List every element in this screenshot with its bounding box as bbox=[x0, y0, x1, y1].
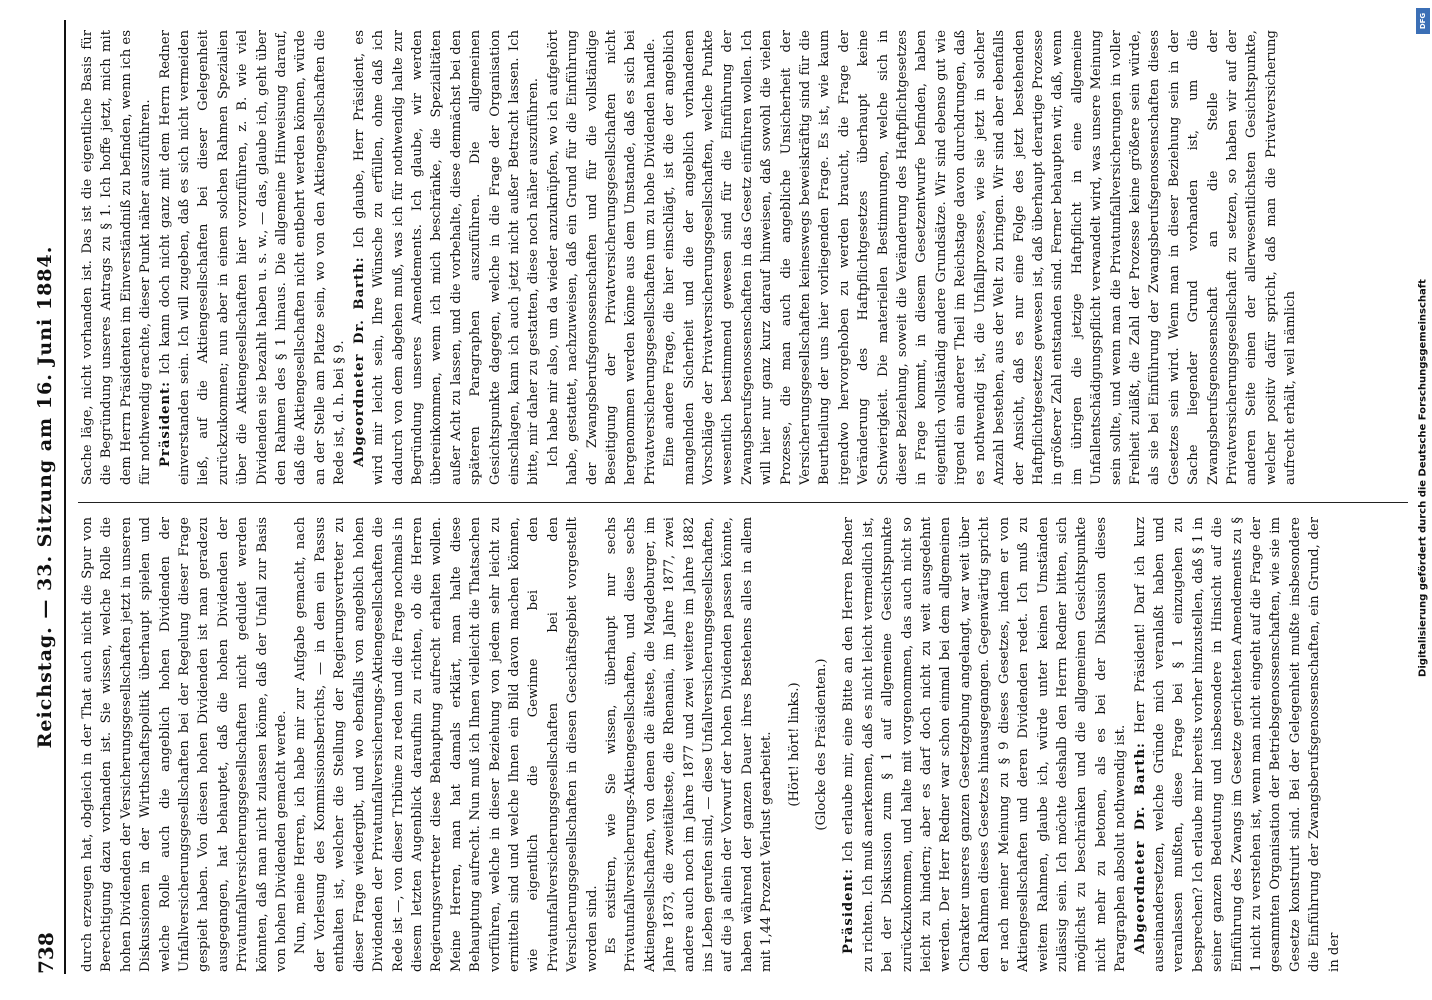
stage-direction: (Glocke des Präsidenten.) bbox=[814, 658, 830, 831]
column-divider bbox=[78, 502, 1408, 503]
speech-paragraph bbox=[1131, 517, 1344, 972]
digitization-credit bbox=[1416, 8, 1430, 992]
dfg-logo-icon: DFG bbox=[1416, 8, 1430, 34]
speech-paragraph bbox=[156, 30, 350, 485]
credit-text: Digitalisierung gefördert durch die Deutsche Forschungsgemeinschaft bbox=[1417, 279, 1429, 677]
paragraph: Sache läge, nicht vorhanden ist. Das ist die eigentliche Basis für die Begründung unseres Antrags zu § 1. Ich hoffe jetzt, mich mit dem Herrn Präsidenten im Einverständniß zu befinden, wenn ich es für nothwendig erachte, dieser Punkt näher auszuführen. bbox=[80, 30, 154, 485]
speaker-name: Präsident: bbox=[841, 867, 857, 954]
speech-text: Ich erlaube mir, eine Bitte an den Herren Redner zu richten. Ich muß anerkennen, daß es nicht leicht vermeidlich ist, bei der Diskussion zum § 1 auf allgemeine Gesichtspunkte zurückzukommen, und halte mit vorgenommen, das auch nicht so leicht zu hindern; aber es darf doch nicht zu weit ausgedehnt werden. Der Herr Redner war schon einmal bei dem allgemeinen Charakter unseres ganzen Gesetzgebung angelangt, war weit über den Rahmen dieses Gesetzes hinausgegangen. Gegenwärtig spricht er nach meiner Meinung zu § 9 dieses Gesetzes, indem er von Aktiengesellschaften und deren Dividenden redet. Ich muß zu weitem Rahmen, glaube ich, würde unter keinen Umständen zulässig sein. Ich möchte deshalb den Herrn Redner bitten, sich möglichst zu beschränken und die allgemeinen Gesichtspunkte nicht mehr zu betonen, als es bei der Diskussion dieses Paragraphen absolut nothwendig ist. bbox=[841, 517, 1129, 972]
speech-paragraph bbox=[350, 30, 544, 485]
left-column bbox=[78, 517, 1408, 972]
speech-text: Ich kann doch nicht ganz mit dem Herrn Redner einverstanden sein. Ich will zugeben, daß es sich nicht vermeiden ließ, auf die Aktiengesellschaften bei dieser Gelegenheit zurückzukommen; nun aber in einem solchen Rahmen Spezialien über die Aktiengesellschaften hier vorzuführen, z. B. wie viel Dividenden sie bezahlt haben u. s. w., — das, glaube ich, geht über den Rahmen des § 1 hinaus. Die allgemeine Hinweisung darauf, daß die Aktiengesellschaften nicht entbehrt werden können, würde an der Stelle am Platze sein, wo von den Aktiengesellschaften die Rede ist, d. h. bei § 9. bbox=[157, 30, 348, 485]
speech-text: Ich glaube, Herr Präsident, es wird mir leicht sein, Ihre Wünsche zu erfüllen, ohne daß ich dadurch von dem abgehen muß, was ich für nothwendig halte zur Begründung unseres Amendements. Ich glaube, wir werden übereinkommen, wenn ich mich beschränke, die Spezialitäten außer Acht zu lassen, und die vorbehalte, diese demnächst bei den späteren Paragraphen auszuführen. Die allgemeinen Gesichtspunkte dagegen, welche in die Frage der Organisation einschlagen, kann ich auch jetzt nicht außer Betracht lassen. Ich bitte, mir daher zu gestatten, diese noch näher auszuführen. bbox=[351, 30, 542, 485]
page-number: 738 bbox=[34, 932, 58, 974]
speaker-name: Abgeordneter Dr. Barth: bbox=[351, 256, 367, 467]
speaker-name: Abgeordneter Dr. Barth: bbox=[1132, 742, 1148, 954]
speech-paragraph bbox=[839, 517, 1130, 972]
paragraph: Es existiren, wie Sie wissen, überhaupt nur sechs Privatunfallversicherungs-Aktiengesellschaften, und diese sechs Aktiengesellschaften, von denen die älteste, die Magdeburger, im Jahre 1873, die zweitälteste, die Rhenania, im Jahre 1877, zwei andere auch noch im Jahre 1877 und zwei weitere im Jahre 1882 ins Leben gerufen sind, — diese Unfallversicherungsgesellschaften, auf die ja allein der Vorwurf der hohen Dividenden passen könnte, haben während der ganzen Dauer ihres Bestehens alles in allem mit 1,44 Prozent Verlust gearbeitet. bbox=[603, 517, 775, 972]
page-header bbox=[28, 20, 66, 974]
right-column bbox=[78, 30, 1408, 485]
running-head: Reichstag. — 33. Sitzung am 16. Juni 1884. bbox=[34, 245, 56, 749]
paragraph: Nun, meine Herren, ich habe mir zur Aufgabe gemacht, nach der Vorlesung des Kommissionsberichts, — in dem ein Passus enthalten ist, welcher die Stellung der Regierungsvertreter zu dieser Frage wiedergibt, und wo ebenfalls von angeblich hohen Dividenden der Privatunfallversicherungs-Aktiengesellschaften die Rede ist —, von dieser Tribüne zu reden und die Frage nochmals in diesem letzten Augenblick daraufhin zu richten, ob die Herren Regierungsvertreter diese Behauptung aufrecht erhalten wollen. Meine Herren, man hat damals erklärt, man halte diese Behauptung aufrecht. Nun muß ich Ihnen vielleicht die Thatsachen vorführen, welche in dieser Beziehung von jedem sehr leicht zu ermitteln sind und welche Ihnen ein Bild davon machen können, wie eigentlich die Gewinne bei den Privatunfallversicherungsgesellschaften bei den Versicherungsgesellschaften in diesen Geschäftsgebiet vorgestellt worden sind. bbox=[293, 517, 600, 972]
speaker-name: Präsident: bbox=[157, 380, 173, 467]
paragraph: Ich habe mir also, um da wieder anzuknüpfen, wo ich aufgehört habe, gestattet, nachzuweisen, daß ein Grund für die Einführung der Zwangsberufsgenossenschaften und für die vollständige Beseitigung der Privatversicherungsgesellschaften nicht hergenommen werden könne aus dem Umstande, daß es sich bei Privatversicherungsgesellschaften um zu hohe Dividenden handle. bbox=[545, 30, 658, 485]
paragraph: durch erzeugen hat, obgleich in der That auch nicht die Spur von Berechtigung dazu vorhanden ist. Sie wissen, welche Rolle die hohen Dividenden der Versicherungsgesellschaften jetzt in unseren Diskussionen in der Wirthschaftspolitik überhaupt spielen und welche Rolle auch die angeblich hohen Dividenden der Unfallversicherungsgesellschaften bei der Regelung dieser Frage gespielt haben. Von diesen hohen Dividenden ist man geradezu ausgegangen, hat behauptet, daß die hohen Dividenden der Privatunfallversicherungsgesellschaften nicht geduldet werden könnten, daß man nicht zulassen könne, daß der Unfall zur Basis von hohen Dividenden gemacht werde. bbox=[80, 517, 290, 972]
speech-text: Herr Präsident! Darf ich kurz auseinandersetzen, welche Gründe mich veranlaßt haben und veranlassen mußten, diese Frage bei § 1 einzugehen zu besprechen? Ich erlaube mir bereits vorher hinzustellen, daß § 1 in seiner ganzen Bedeutung und insbesondere in Hinsicht auf die Einführung des Zwangs im Gesetze gerichteten Amendements zu § 1 nicht zu verstehen ist, wenn man nicht eingeht auf die Frage der gesammten Organisation der Betriebsgenossenschaften, wie sie im Gesetze konstruirt sind. Bei der Gelegenheit mußte insbesondere die Einführung der Zwangsberufsgenossenschaften, ein Grund, der in der bbox=[1132, 517, 1342, 972]
paragraph: Eine andere Frage, die hier einschlägt, ist die der angeblich mangelnden Sicherheit und die der angeblich vorhandenen Vorschläge der Privatversicherungsgesellschaften, welche Punkte wesentlich bestimmend gewesen sind für die Einführung der Zwangsberufsgenossenschaften in das Gesetz einführen wollen. Ich will hier nur ganz kurz darauf hinweisen, daß sowohl die vielen Prozesse, die man auch die angebliche Unsicherheit der Versicherungsgesellschaften keineswegs beweiskräftig sind für die Beurtheilung der uns hier vorliegenden Frage. Es ist, wie kaum irgendwo hervorgehoben zu werden braucht, die Frage der Veränderung des Haftpflichtgesetzes überhaupt keine Schwierigkeit. Die materiellen Bestimmungen, welche sich in dieser Beziehung, soweit die Veränderung des Haftpflichtgesetzes in Frage kommt, in diesem Gesetzentwurfe befinden, haben eigentlich vollständig andere Grundsätze. Wir sind ebenso gut wie irgend ein anderer Theil im Reichstage davon durchdrungen, daß es nothwendig ist, die Unfallprozesse, wie sie jetzt in solcher Anzahl bestehen, aus der Welt zu bringen. Wir sind aber ebenfalls der Ansicht, daß es nur eine Folge des jetzt bestehenden Haftpflichtgesetzes gewesen ist, daß überhaupt derartige Prozesse in größerer Zahl entstanden sind. Ferner behaupten wir, daß, wenn im übrigen die jetzige Haftpflicht in eine allgemeine Unfallentschädigungspflicht verwandelt wird, was unsere Meinung sein sollte, und wenn man die Privatunfallversicherungen in voller Freiheit zuläßt, die Zahl der Prozesse keine größere sein würde, als sie bei Einführung der Zwangsberufsgenossenschaften dieses Gesetzes sein wird. Wenn man in dieser Beziehung sein in der Sache liegender Grund vorhanden ist, um die Zwangsberufsgenossenschaft an die Stelle der Privatversicherungsgesellschaft zu setzen, so haben wir auf der anderen Seite einen der allerwesentlichsten Gesichtspunkte, welcher positiv dafür spricht, daß man die Privatversicherung aufrecht erhält, weil nämlich bbox=[662, 30, 1299, 485]
stage-direction: (Hört! hört! links.) bbox=[786, 682, 802, 807]
